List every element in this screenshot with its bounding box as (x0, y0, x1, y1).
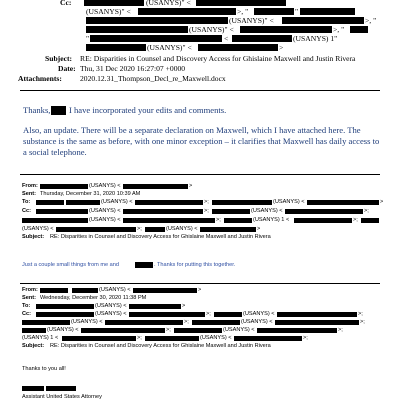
redaction (123, 184, 188, 189)
cc-fragment: (USANYS) < (223, 327, 255, 333)
redaction (361, 218, 379, 223)
cc-fragment: (USANYS) < (243, 311, 275, 317)
cc-fragment: >; (137, 335, 142, 341)
signature-title: Assistant United States Attorney (22, 394, 102, 400)
cc-fragment: (USANYS) < (89, 217, 121, 223)
message-divider (20, 174, 380, 175)
cc-fragment: (USANYS)" < (86, 7, 131, 16)
redaction (46, 386, 76, 391)
sent-text: Thursday, December 31, 2020 10:39 AM (40, 191, 141, 197)
redaction (307, 200, 379, 205)
cc-fragment: >, " (237, 7, 249, 16)
to-fragment: (USANYS) < (101, 199, 133, 205)
update-line-1: Also, an update. There will be a separate declaration on Maxwell, which I have attached here. The (23, 125, 361, 135)
redaction (282, 17, 364, 24)
redaction (145, 227, 165, 232)
cc-fragment: (USANYS) < (251, 208, 283, 214)
header-divider (20, 90, 380, 91)
cc-fragment: (USANYS)" < (229, 16, 274, 25)
redaction (138, 8, 236, 15)
redaction (224, 218, 252, 223)
subject-text: RE: Disparities in Counsel and Discovery Access for Ghislaine Maxwell and Justin Rivera (80, 54, 356, 63)
redaction (51, 106, 66, 115)
redaction (22, 328, 46, 333)
redaction (200, 227, 256, 232)
cc-fragment: (USANYS) < (166, 226, 198, 232)
cc-fragment: >; (353, 217, 358, 223)
from-label: From: (22, 287, 38, 293)
cc-fragment: (USANYS)" < (146, 0, 191, 7)
from-end: > (189, 183, 193, 189)
redaction (257, 328, 337, 333)
cc-fragment: (USANYS) < (71, 319, 103, 325)
redaction (212, 200, 272, 205)
redaction (232, 35, 292, 42)
cc-fragment: >; (303, 335, 308, 341)
from-text: (USANYS) < (99, 287, 131, 293)
redaction (129, 312, 205, 317)
cc-fragment: " (86, 34, 90, 43)
cc-fragment: (USANYS) < (22, 226, 54, 232)
cc-fragment: (USANYS)" < (147, 43, 192, 52)
redaction (72, 288, 98, 293)
redaction (277, 312, 357, 317)
sent-text: Wednesday, December 30, 2020 11:38 PM (40, 295, 147, 301)
redaction (22, 218, 88, 223)
cc-fragment: >, " (333, 25, 345, 34)
to-label: To: (22, 199, 31, 205)
redaction (22, 320, 70, 325)
redaction (40, 184, 88, 189)
cc-fragment: (USANYS) < (89, 208, 121, 214)
cc-fragment: >; (204, 208, 209, 214)
redaction (84, 0, 144, 6)
redaction (300, 8, 355, 15)
cc-fragment: (USANYS) < (95, 311, 127, 317)
redaction (294, 218, 352, 223)
cc-label: Cc: (60, 0, 72, 7)
cc-fragment: >; (216, 217, 221, 223)
redaction (234, 336, 302, 341)
redaction (22, 386, 44, 391)
cc-fragment: >; (364, 208, 369, 214)
redaction (198, 44, 278, 51)
redaction (240, 26, 332, 33)
subject-text: RE: Disparities in Counsel and Discovery Access for Ghislaine Maxwell and Justin Rivera (50, 234, 271, 240)
attachments-label: Attachments: (18, 74, 62, 83)
redaction (40, 288, 68, 293)
redaction (212, 209, 250, 214)
cc-fragment: >; (166, 327, 171, 333)
cc-fragment: (USANYS) 1 < (22, 335, 59, 341)
redaction (285, 209, 363, 214)
subject-label: Subject: (22, 234, 45, 240)
cc-fragment: (USANYS) < (47, 327, 79, 333)
to-fragment: (USANYS) < (95, 303, 127, 309)
redaction (86, 26, 188, 33)
subject-text: RE: Disparities in Counsel and Discovery Access for Ghislaine Maxwell and Justin Rivera (50, 343, 271, 349)
redaction (135, 262, 153, 268)
message-divider (20, 283, 380, 284)
date-text: Thu, 31 Dec 2020 16:27:07 +0000 (80, 64, 186, 73)
cc-fragment: >; (137, 226, 142, 232)
thanks-text: Thanks to you all! (22, 366, 66, 372)
thanks-text: Thanks, (23, 105, 51, 115)
from-text: (USANYS) < (89, 183, 121, 189)
redaction (174, 328, 222, 333)
cc-fragment: (USANYS)" < (189, 25, 234, 34)
sent-label: Sent: (22, 191, 36, 197)
redaction (192, 320, 240, 325)
cc-fragment: >; (184, 319, 189, 325)
to-fragment: > (182, 303, 186, 309)
cc-fragment: >, " (365, 16, 377, 25)
redaction (90, 35, 222, 42)
attachment-file: 2020.12.31_Thompson_Decl_re_Maxwell.docx (80, 74, 226, 83)
cc-fragment: (USANYS) < (241, 319, 273, 325)
redaction (81, 328, 165, 333)
to-fragment: >; (204, 199, 209, 205)
cc-fragment: >; (358, 311, 363, 317)
reply-text-cont: . Thanks for putting this together. (154, 262, 236, 268)
update-line-2: substance is the same as before, with one minor exception – it clarifies that Maxwell has daily access to (23, 136, 380, 146)
cc-fragment: >; (338, 327, 343, 333)
from-label: From: (22, 183, 38, 189)
redaction (86, 17, 228, 24)
cc-fragment: " (295, 7, 299, 16)
redaction (66, 200, 100, 205)
redaction (36, 209, 88, 214)
sent-label: Sent: (22, 295, 36, 301)
cc-label: Cc: (22, 311, 32, 317)
redaction (62, 336, 136, 341)
cc-label: Cc: (22, 208, 32, 214)
redaction (350, 26, 368, 33)
redaction (133, 288, 197, 293)
redaction (145, 336, 199, 341)
cc-fragment: > (257, 226, 261, 232)
redaction (275, 320, 359, 325)
date-label: Date: (58, 64, 76, 73)
redaction (86, 44, 146, 51)
redaction (196, 0, 286, 6)
cc-fragment: (USANYS) < (200, 335, 232, 341)
to-fragment: > (380, 199, 384, 205)
redaction (36, 304, 94, 309)
to-fragment: (USANYS) < (273, 199, 305, 205)
cc-fragment: >; (206, 311, 211, 317)
redaction (36, 312, 94, 317)
redaction (214, 312, 242, 317)
to-label: To: (22, 303, 31, 309)
redaction (105, 320, 183, 325)
reply-text: Just a couple small things from me and (22, 262, 120, 268)
cc-fragment: (USANYS) 1 < (253, 217, 290, 223)
redaction (56, 227, 136, 232)
redaction (254, 8, 294, 15)
redaction (123, 218, 215, 223)
update-line-3: a social telephone. (23, 147, 87, 157)
cc-fragment: >; (360, 319, 365, 325)
cc-fragment: (USANYS) 1" (293, 34, 338, 43)
thanks-text-cont: I have incorporated your edits and comments. (69, 105, 227, 115)
redaction (36, 200, 64, 205)
redaction (135, 200, 203, 205)
subject-label: Subject: (45, 54, 72, 63)
redaction (123, 209, 203, 214)
from-end: > (198, 287, 202, 293)
cc-fragment: < (224, 34, 229, 43)
cc-fragment: > (279, 43, 284, 52)
redaction (129, 304, 181, 309)
subject-label: Subject: (22, 343, 45, 349)
